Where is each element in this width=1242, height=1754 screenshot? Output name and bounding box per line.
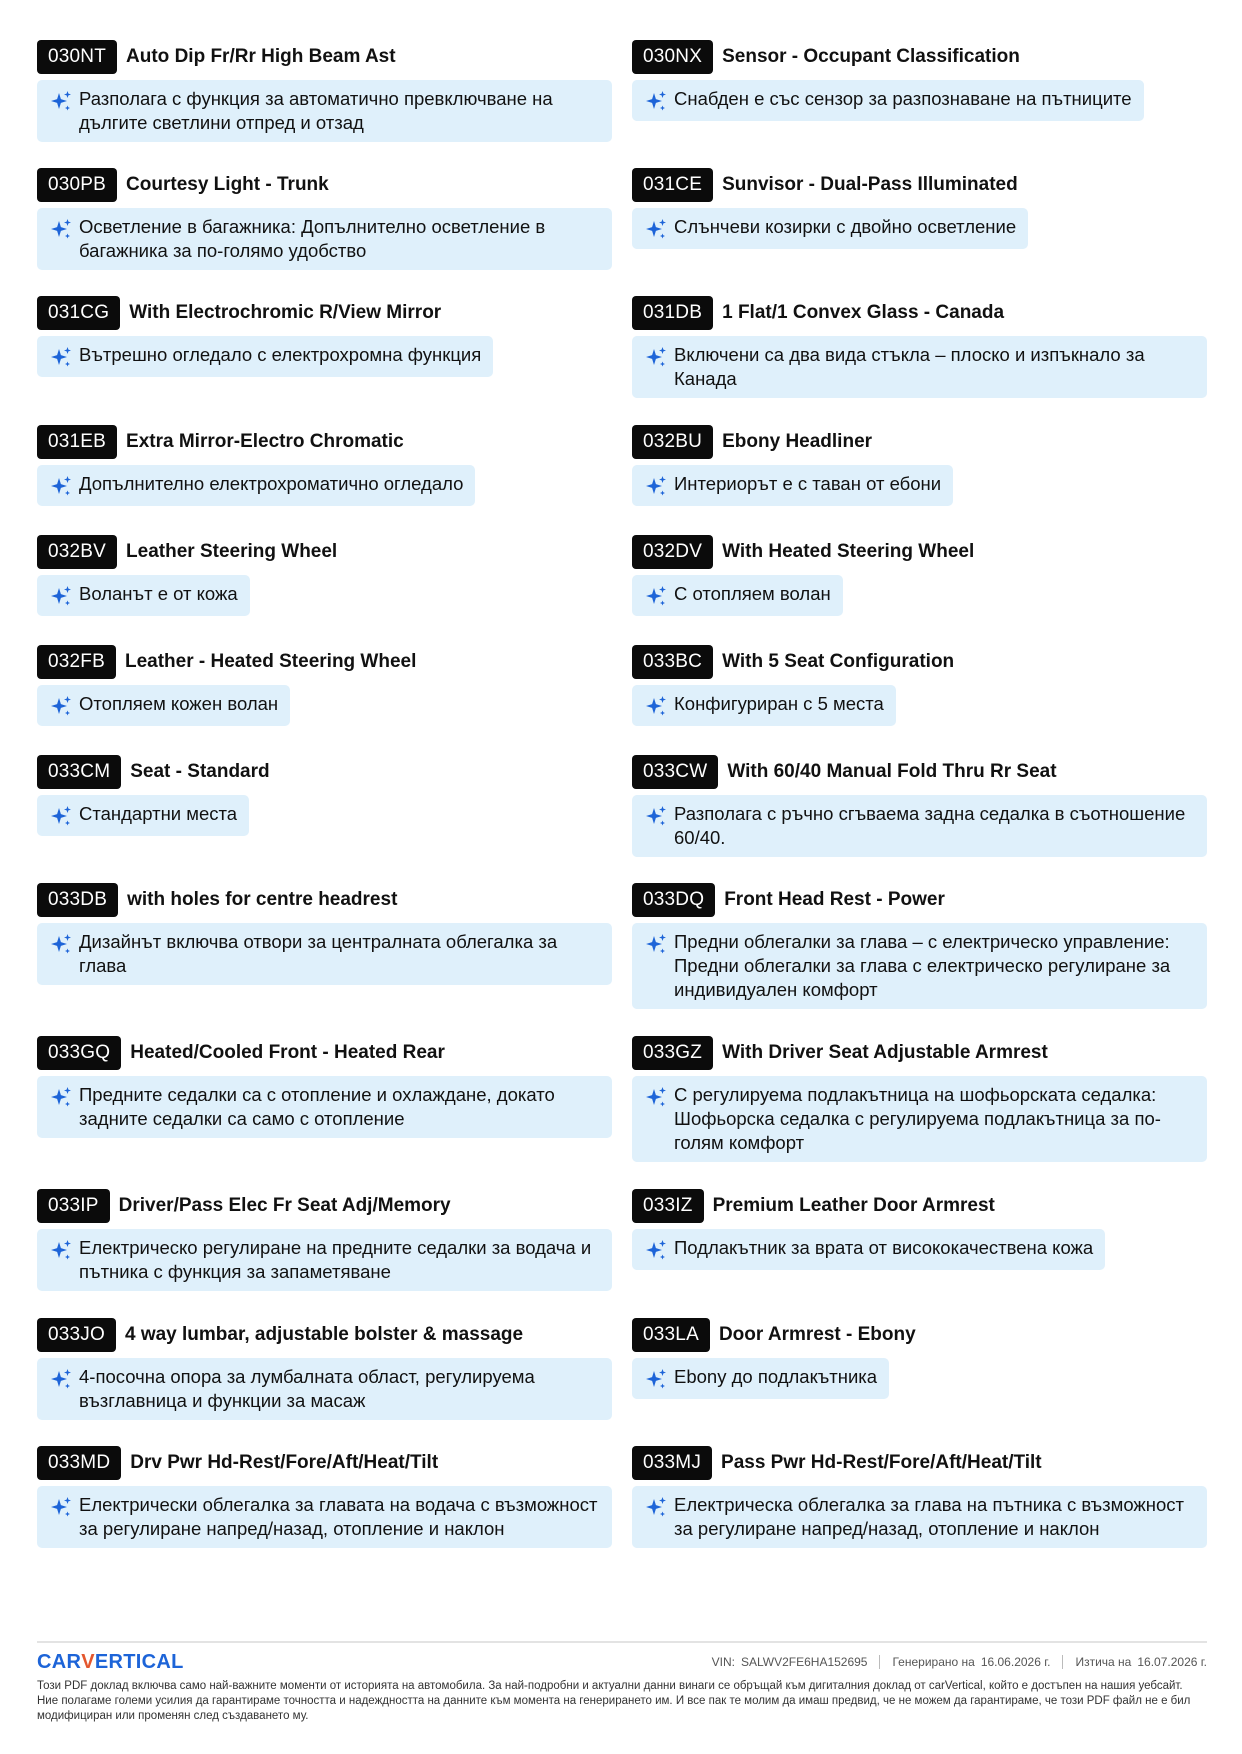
option-description: Разполага с ръчно сгъваема задна седалка в съотношение 60/40. [674,803,1186,848]
option-code-badge: 033IZ [632,1189,704,1223]
option-title: Leather - Heated Steering Wheel [124,651,417,672]
option-description-box [37,208,612,270]
option-item [37,168,612,270]
option-description-box [632,1076,1207,1162]
option-description: Осветление в багажника: Допълнително осветление в багажника за по-голямо удобство [79,216,546,261]
sparkle-icon [644,218,668,242]
sparkle-icon [49,1496,73,1520]
sparkle-icon [49,1086,73,1110]
option-header [37,1036,445,1070]
option-header [37,755,270,789]
option-description-box [632,1358,889,1399]
option-header [37,1318,523,1352]
option-item [37,1318,612,1420]
option-title: with holes for centre headrest [127,889,398,910]
option-header [37,425,404,459]
sparkle-icon [49,585,73,609]
option-description-box [37,685,290,726]
option-item [37,296,612,377]
option-item [632,645,1207,726]
option-header [632,755,1057,789]
option-description: Разполага с функция за автоматично превключване на дългите светлини отпред и отзад [79,88,553,133]
sparkle-icon [644,1496,668,1520]
option-description: Отопляем кожен волан [79,693,279,714]
option-description: Електрическо регулиране на предните седалки за водача и пътника с функция за запаметяване [79,1237,592,1282]
option-header [632,1189,995,1223]
option-code-badge: 033MJ [632,1446,712,1480]
option-item [37,755,612,836]
option-description-box [632,208,1028,249]
option-item [632,168,1207,249]
option-description: Конфигуриран с 5 места [674,693,884,714]
option-title: Premium Leather Door Armrest [712,1195,995,1216]
option-description-box [37,80,612,142]
option-header [37,1189,451,1223]
option-description: Предни облегалки за глава – с електрическо управление: Предни облегалки за глава с електрическо регулиране за индивидуален комфорт [674,931,1171,1000]
option-header [37,883,397,917]
option-title: 4 way lumbar, adjustable bolster & massage [124,1324,524,1345]
option-description-box [37,1358,612,1420]
option-description: Включени са два вида стъкла – плоско и изпъкнало за Канада [674,344,1145,389]
option-description: Подлакътник за врата от висококачествена кожа [674,1237,1094,1258]
report-meta [712,1655,1207,1669]
option-description: Електрическа облегалка за глава на пътника с възможност за регулиране напред/назад, отопление и наклон [674,1494,1185,1539]
option-description-box [632,336,1207,398]
option-code-badge: 033MD [37,1446,121,1480]
option-description-box [37,1229,612,1291]
option-item [37,40,612,142]
footer-divider [37,1641,1207,1643]
sparkle-icon [644,805,668,829]
option-description-box [37,575,250,616]
option-description-box [632,80,1144,121]
option-header [632,168,1018,202]
option-item [632,40,1207,121]
option-header [632,883,945,917]
option-code-badge: 031DB [632,296,713,330]
option-title: With 60/40 Manual Fold Thru Rr Seat [727,761,1057,782]
option-description-box [632,1229,1105,1270]
option-description: Слънчеви козирки с двойно осветление [674,216,1017,237]
option-item [37,1446,612,1548]
option-code-badge: 033DB [37,883,118,917]
sparkle-icon [49,218,73,242]
option-description-box [632,465,953,506]
disclaimer-text: Този PDF доклад включва само най-важните моменти от историята на автомобила. За най-подробни и актуални данни винаги се обръщай към дигиталния доклад от carVertical, който е достъпен на нашия уебсайт. Ние полагаме големи усилия да гарантираме точността и надеждността на данните към момента на генерирането им. И все пак те молим да имаш предвид, че не можем да гарантираме, че този PDF файл не е бил модифициран или променян след създаването му. [37,1680,1191,1722]
option-code-badge: 032BU [632,425,713,459]
generated-label: Генерирано на [892,1655,975,1669]
option-item [632,535,1207,616]
option-description: Електрически облегалка за главата на водача с възможност за регулиране напред/назад, отопление и наклон [79,1494,598,1539]
option-header [37,1446,438,1480]
vin-label: VIN: [711,1655,735,1669]
option-code-badge: 030PB [37,168,117,202]
option-code-badge: 033IP [37,1189,110,1223]
option-title: With Heated Steering Wheel [722,541,975,562]
option-title: Auto Dip Fr/Rr High Beam Ast [126,46,396,67]
option-description: 4-посочна опора за лумбалната област, регулируема възглавница и функции за масаж [79,1366,535,1411]
option-header [632,1318,916,1352]
option-item [632,1446,1207,1548]
sparkle-icon [644,346,668,370]
option-item [632,296,1207,398]
option-title: 1 Flat/1 Convex Glass - Canada [722,302,1005,323]
sparkle-icon [49,1239,73,1263]
option-description-box [37,465,475,506]
option-header [632,1036,1048,1070]
sparkle-icon [49,1368,73,1392]
option-item [632,425,1207,506]
sparkle-icon [644,475,668,499]
footer [37,1641,1207,1724]
sparkle-icon [644,90,668,114]
option-description: Снабден е със сензор за разпознаване на пътниците [674,88,1132,109]
option-code-badge: 033DQ [632,883,715,917]
sparkle-icon [49,475,73,499]
option-code-badge: 030NT [37,40,117,74]
sparkle-icon [644,933,668,957]
option-title: Drv Pwr Hd-Rest/Fore/Aft/Heat/Tilt [130,1452,439,1473]
sparkle-icon [49,805,73,829]
option-description-box [37,1076,612,1138]
option-item [37,645,612,726]
option-title: Sunvisor - Dual-Pass Illuminated [722,174,1018,195]
option-title: Door Armrest - Ebony [718,1324,916,1345]
option-code-badge: 033GQ [37,1036,121,1070]
option-item [37,1036,612,1138]
option-title: Seat - Standard [130,761,270,782]
option-item [37,425,612,506]
option-description-box [37,336,493,377]
sparkle-icon [644,1239,668,1263]
option-title: With Electrochromic R/View Mirror [129,302,442,323]
option-description: Дизайнът включва отвори за централната облегалка за глава [79,931,558,976]
option-header [632,535,974,569]
option-title: Driver/Pass Elec Fr Seat Adj/Memory [118,1195,451,1216]
option-description-box [632,923,1207,1009]
option-header [632,1446,1042,1480]
option-code-badge: 032BV [37,535,117,569]
option-code-badge: 033JO [37,1318,116,1352]
sparkle-icon [49,695,73,719]
option-code-badge: 031CE [632,168,713,202]
option-code-badge: 031EB [37,425,117,459]
option-item [632,1189,1207,1270]
generated-date: 16.06.2026 г. [980,1655,1051,1669]
option-description: Предните седалки са с отопление и охлаждане, докато задните седалки са само с отопление [79,1084,555,1129]
option-description: С отопляем волан [674,583,831,604]
option-title: Leather Steering Wheel [126,541,338,562]
sparkle-icon [49,346,73,370]
option-description: Допълнително електрохроматично огледало [79,473,464,494]
option-description-box [37,923,612,985]
option-title: Front Head Rest - Power [724,889,945,910]
sparkle-icon [49,933,73,957]
option-description: Стандартни места [79,803,238,824]
option-header [632,425,872,459]
option-description-box [632,1486,1207,1548]
option-item [632,1318,1207,1399]
sparkle-icon [644,695,668,719]
option-header [37,40,396,74]
vin-value: SALWV2FE6HA152695 [740,1655,868,1669]
sparkle-icon [644,585,668,609]
option-code-badge: 033BC [632,645,713,679]
option-title: Heated/Cooled Front - Heated Rear [130,1042,445,1063]
option-code-badge: 033CW [632,755,718,789]
expires-date: 16.07.2026 г. [1137,1655,1207,1669]
option-code-badge: 033GZ [632,1036,713,1070]
option-description-box [632,795,1207,857]
option-item [37,535,612,616]
option-title: Courtesy Light - Trunk [126,174,329,195]
option-title: Ebony Headliner [722,431,873,452]
option-description: Вътрешно огледало с електрохромна функция [79,344,482,365]
option-header [37,535,337,569]
option-code-badge: 033LA [632,1318,710,1352]
option-description: С регулируема подлакътница на шофьорската седалка: Шофьорска седалка с регулируема подлакътница за по-голям комфорт [674,1084,1161,1153]
option-item [37,1189,612,1291]
option-code-badge: 032FB [37,645,116,679]
option-description: Ebony до подлакътника [674,1366,878,1387]
option-code-badge: 030NX [632,40,713,74]
expires-label: Изтича на [1075,1655,1132,1669]
option-item [632,883,1207,1009]
option-code-badge: 032DV [632,535,713,569]
option-description: Воланът е от кожа [79,583,238,604]
option-description-box [37,795,249,836]
option-description: Интериорът е с таван от ебони [674,473,942,494]
option-item [37,883,612,985]
option-header [37,645,416,679]
sparkle-icon [644,1086,668,1110]
option-description-box [632,685,896,726]
carvertical-logo: CAR V ERTICAL [37,1650,184,1673]
sparkle-icon [49,90,73,114]
option-title: With 5 Seat Configuration [722,651,955,672]
option-description-box [37,1486,612,1548]
option-header [37,168,329,202]
option-title: Extra Mirror-Electro Chromatic [126,431,404,452]
option-header [632,296,1004,330]
sparkle-icon [644,1368,668,1392]
option-item [632,755,1207,857]
option-description-box [632,575,843,616]
option-header [632,645,954,679]
option-code-badge: 033CM [37,755,121,789]
option-item [632,1036,1207,1162]
option-title: With Driver Seat Adjustable Armrest [722,1042,1048,1063]
option-title: Pass Pwr Hd-Rest/Fore/Aft/Heat/Tilt [721,1452,1042,1473]
option-code-badge: 031CG [37,296,120,330]
option-header [632,40,1020,74]
option-header [37,296,441,330]
option-title: Sensor - Occupant Classification [722,46,1020,67]
